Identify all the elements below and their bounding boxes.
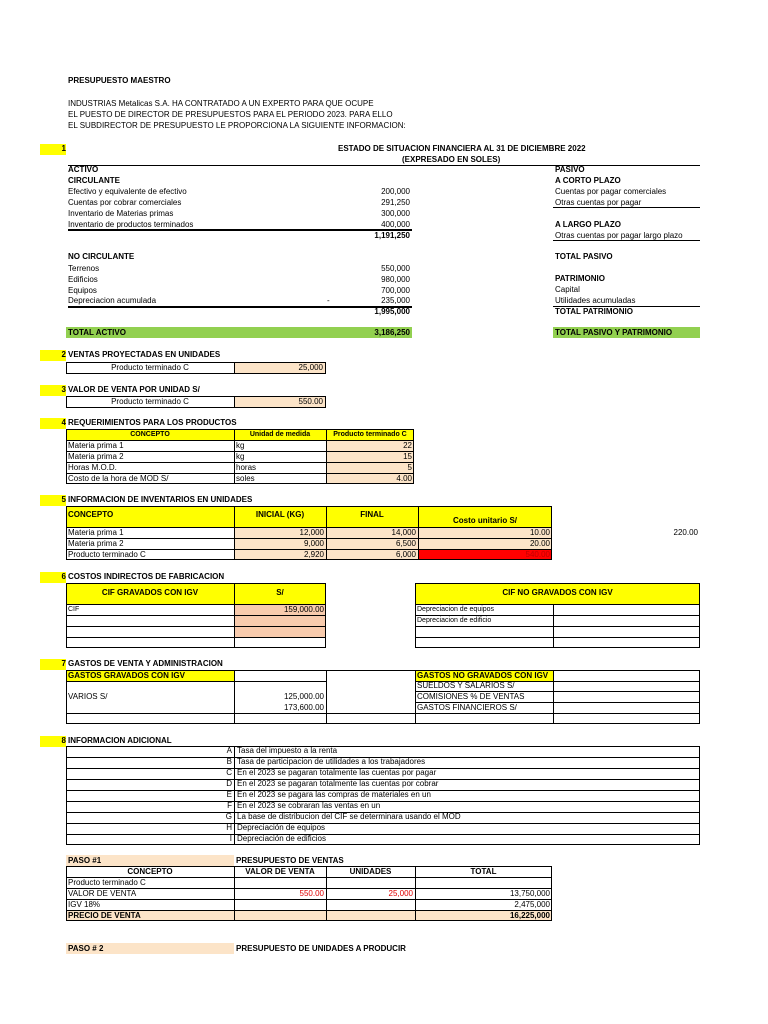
cell-divider [553,670,554,724]
column-header: FINAL [360,510,384,519]
section-4-title: REQUERIMIENTOS PARA LOS PRODUCTOS [68,418,237,427]
section-4-number: 4 [61,418,66,427]
paso-1-title: PRESUPUESTO DE VENTAS [236,856,344,865]
total-activo-value: 3,186,250 [374,328,410,337]
current-asset-value: 200,000 [381,187,410,196]
paso-2-title: PRESUPUESTO DE UNIDADES A PRODUCIR [236,944,406,953]
table-cell: horas [236,463,257,472]
document-title: PRESUPUESTO MAESTRO [68,76,171,85]
current-asset-label: Inventario de Materias primas [68,209,174,218]
balance-sheet-title: ESTADO DE SITUACION FINANCIERA AL 31 DE DICIEMBRE 2022 [338,144,586,153]
column-header: UNIDADES [349,867,392,876]
ventas-unidades-label: Producto terminado C [111,363,189,372]
column-header: S/ [276,588,284,597]
ventas-unidades-value: 25,000 [298,363,323,372]
intro-line-1: INDUSTRIAS Metalicas S.A. HA CONTRATADO A UN EXPERTO PARA QUE OCUPE [68,99,374,108]
info-text: En el 2023 se pagaran totalmente las cuentas por cobrar [237,779,439,788]
table-cell: Producto terminado C [68,550,146,559]
section-2-title: VENTAS PROYECTADAS EN UNIDADES [68,350,221,359]
valor-venta-label: Producto terminado C [111,397,189,406]
depreciation-sign: - [327,296,330,305]
current-asset-label: Inventario de productos terminados [68,220,194,229]
patrimonio-heading: PATRIMONIO [555,274,605,283]
table-cell: 4.00 [396,474,412,483]
cif-label: CIF [68,606,80,613]
liability-label: Cuentas por pagar comerciales [555,187,667,196]
column-header: CIF GRAVADOS CON IGV [101,588,199,597]
precio-venta-label: PRECIO DE VENTA [68,911,141,920]
row-divider [66,626,326,627]
row-divider [415,626,700,627]
info-letter: F [227,801,232,810]
gasto-label: GASTOS FINANCIEROS S/ [417,703,517,712]
equity-label: Capital [555,285,580,294]
row-divider [415,637,700,638]
current-assets-total: 1,191,250 [374,231,410,240]
liability-label: Otras cuentas por pagar largo plazo [555,231,683,240]
table-cell: 14,000 [391,528,416,537]
info-letter: G [225,812,232,821]
section-6-number: 6 [61,572,66,581]
row-divider [66,713,700,714]
info-letter: D [226,779,232,788]
intro-line-2: EL PUESTO DE DIRECTOR DE PRESUPUESTOS PARA EL PERIODO 2023. PARA ELLO [68,110,393,119]
section-7-number: 7 [61,659,66,668]
column-header: CONCEPTO [127,867,173,876]
cell-divider [326,670,327,724]
column-header: INICIAL (KG) [255,510,305,519]
total-pasivo-label: TOTAL PASIVO [555,252,613,261]
table-cell: 2,920 [303,550,324,559]
column-header: CIF NO GRAVADOS CON IGV [502,588,613,597]
circulante-heading: CIRCULANTE [68,176,120,185]
info-text: Tasa de participacion de utilidades a los trabajadores [237,757,426,766]
valor-venta-value: 550.00 [298,397,323,406]
paso-1-label: PASO #1 [68,856,102,865]
table-cell: 20.00 [529,539,550,548]
intro-line-3: EL SUBDIRECTOR DE PRESUPUESTO LE PROPORCIONA LA SIGUIENTE INFORMACION: [68,121,406,130]
activo-heading: ACTIVO [68,165,99,174]
info-text: En el 2023 se cobraran las ventas en un [237,801,381,810]
depreciation-label: Depreciacion de equipos [417,606,495,613]
table-cell: Materia prima 2 [68,539,124,548]
info-letter: H [226,823,232,832]
noncurrent-asset-value: 235,000 [381,296,410,305]
section-1-number: 1 [61,144,66,153]
noncurrent-asset-label: Equipos [68,286,97,295]
section-6-title: COSTOS INDIRECTOS DE FABRICACION [68,572,225,581]
column-header: GASTOS GRAVADOS CON IGV [68,671,185,680]
noncurrent-asset-label: Edificios [68,275,98,284]
column-header: VALOR DE VENTA [245,867,315,876]
valor-venta-total: 13,750,000 [509,889,550,898]
cell-divider [415,670,416,724]
valor-venta-label: VALOR DE VENTA [68,889,137,898]
unidades-value: 25,000 [388,889,413,898]
current-asset-value: 300,000 [381,209,410,218]
table-cell: 15 [403,452,412,461]
table-cell: 540.00 [525,550,550,559]
pasivo-heading: PASIVO [555,165,585,174]
long-term-rule [553,240,700,241]
valor-venta-value: 550.00 [299,889,324,898]
table-cell: 6,500 [395,539,416,548]
info-letter: E [226,790,232,799]
info-text: Depreciación de equipos [237,823,326,832]
table-cell: kg [236,441,245,450]
largo-plazo-heading: A LARGO PLAZO [555,220,621,229]
info-text: Depreciación de edificios [237,834,326,843]
row-divider [66,637,326,638]
table-cell: 22 [403,441,412,450]
table-cell: 6,000 [395,550,416,559]
table-cell: 12,000 [299,528,324,537]
info-text: La base de distribucion del CIF se determinara usando el MOD [237,812,461,821]
table-cell: Materia prima 1 [68,528,124,537]
cif-value: 159,000.00 [283,605,324,614]
section-8-number: 8 [61,736,66,745]
column-header: CONCEPTO [68,510,114,519]
short-term-rule [553,207,700,208]
table-cell: Materia prima 2 [68,452,124,461]
liability-label: Otras cuentas por pagar [555,198,642,207]
current-asset-label: Efectivo y equivalente de efectivo [68,187,187,196]
column-header: GASTOS NO GRAVADOS CON IGV [417,671,549,680]
precio-venta-total: 16,225,000 [509,911,550,920]
column-header: TOTAL [470,867,497,876]
igv-total: 2,475,000 [514,900,550,909]
info-letter: A [226,746,232,755]
gasto-label: COMISIONES % DE VENTAS [417,692,525,701]
section-2-number: 2 [61,350,66,359]
section-3-number: 3 [61,385,66,394]
section-3-title: VALOR DE VENTA POR UNIDAD S/ [68,385,200,394]
table-cell: Costo de la hora de MOD S/ [68,474,169,483]
table-cell: 9,000 [303,539,324,548]
total-patrimonio-label: TOTAL PATRIMONIO [555,307,633,316]
side-value: 220.00 [673,528,698,537]
info-letter: I [229,834,232,843]
table-cell: Materia prima 1 [68,441,124,450]
no-circulante-heading: NO CIRCULANTE [68,252,135,261]
current-asset-value: 291,250 [381,198,410,207]
igv-label: IGV 18% [68,900,101,909]
noncurrent-asset-value: 550,000 [381,264,410,273]
table-cell: Horas M.O.D. [68,463,117,472]
gasto-label: SUELDOS Y SALARIOS S/ [417,681,515,690]
cell-divider [234,746,235,845]
noncurrent-assets-total: 1,995,000 [374,307,410,316]
section-8-title: INFORMACION ADICIONAL [68,736,172,745]
current-asset-label: Cuentas por cobrar comerciales [68,198,182,207]
row-divider [66,615,326,616]
column-header: Costo unitario S/ [453,516,517,525]
section-7-title: GASTOS DE VENTA Y ADMINISTRACION [68,659,223,668]
column-header: Unidad de medida [249,431,311,438]
product-label: Producto terminado C [68,878,146,887]
table-cell: 5 [407,463,412,472]
noncurrent-asset-label: Terrenos [68,264,100,273]
current-asset-value: 400,000 [381,220,410,229]
paso-2-label: PASO # 2 [68,944,104,953]
info-text: Tasa del impuesto a la renta [237,746,338,755]
balance-sheet-rule [68,165,700,166]
column-header: CONCEPTO [130,431,170,438]
row-divider [66,681,326,682]
table-cell: soles [236,474,255,483]
table-cell: 10.00 [529,528,550,537]
noncurrent-asset-value: 980,000 [381,275,410,284]
section-5-number: 5 [61,495,66,504]
noncurrent-asset-value: 700,000 [381,286,410,295]
varios-value: 173,600.00 [283,703,324,712]
varios-value: 125,000.00 [283,692,324,701]
depreciation-label: Depreciacion de edificio [417,617,492,624]
info-letter: C [226,768,232,777]
total-activo-label: TOTAL ACTIVO [68,328,126,337]
balance-sheet-subtitle: (EXPRESADO EN SOLES) [402,155,501,164]
info-text: En el 2023 se pagaran totalmente las cuentas por pagar [237,768,437,777]
noncurrent-asset-label: Depreciacion acumulada [68,296,157,305]
equity-label: Utilidades acumuladas [555,296,636,305]
column-header: Producto terminado C [333,431,407,438]
varios-label: VARIOS S/ [68,692,108,701]
info-letter: B [226,757,232,766]
table-cell: kg [236,452,245,461]
total-pasivo-patrimonio-label: TOTAL PASIVO Y PATRIMONIO [555,328,673,337]
corto-plazo-heading: A CORTO PLAZO [555,176,621,185]
info-text: En el 2023 se pagara las compras de materiales en un [237,790,431,799]
section-5-title: INFORMACION DE INVENTARIOS EN UNIDADES [68,495,253,504]
